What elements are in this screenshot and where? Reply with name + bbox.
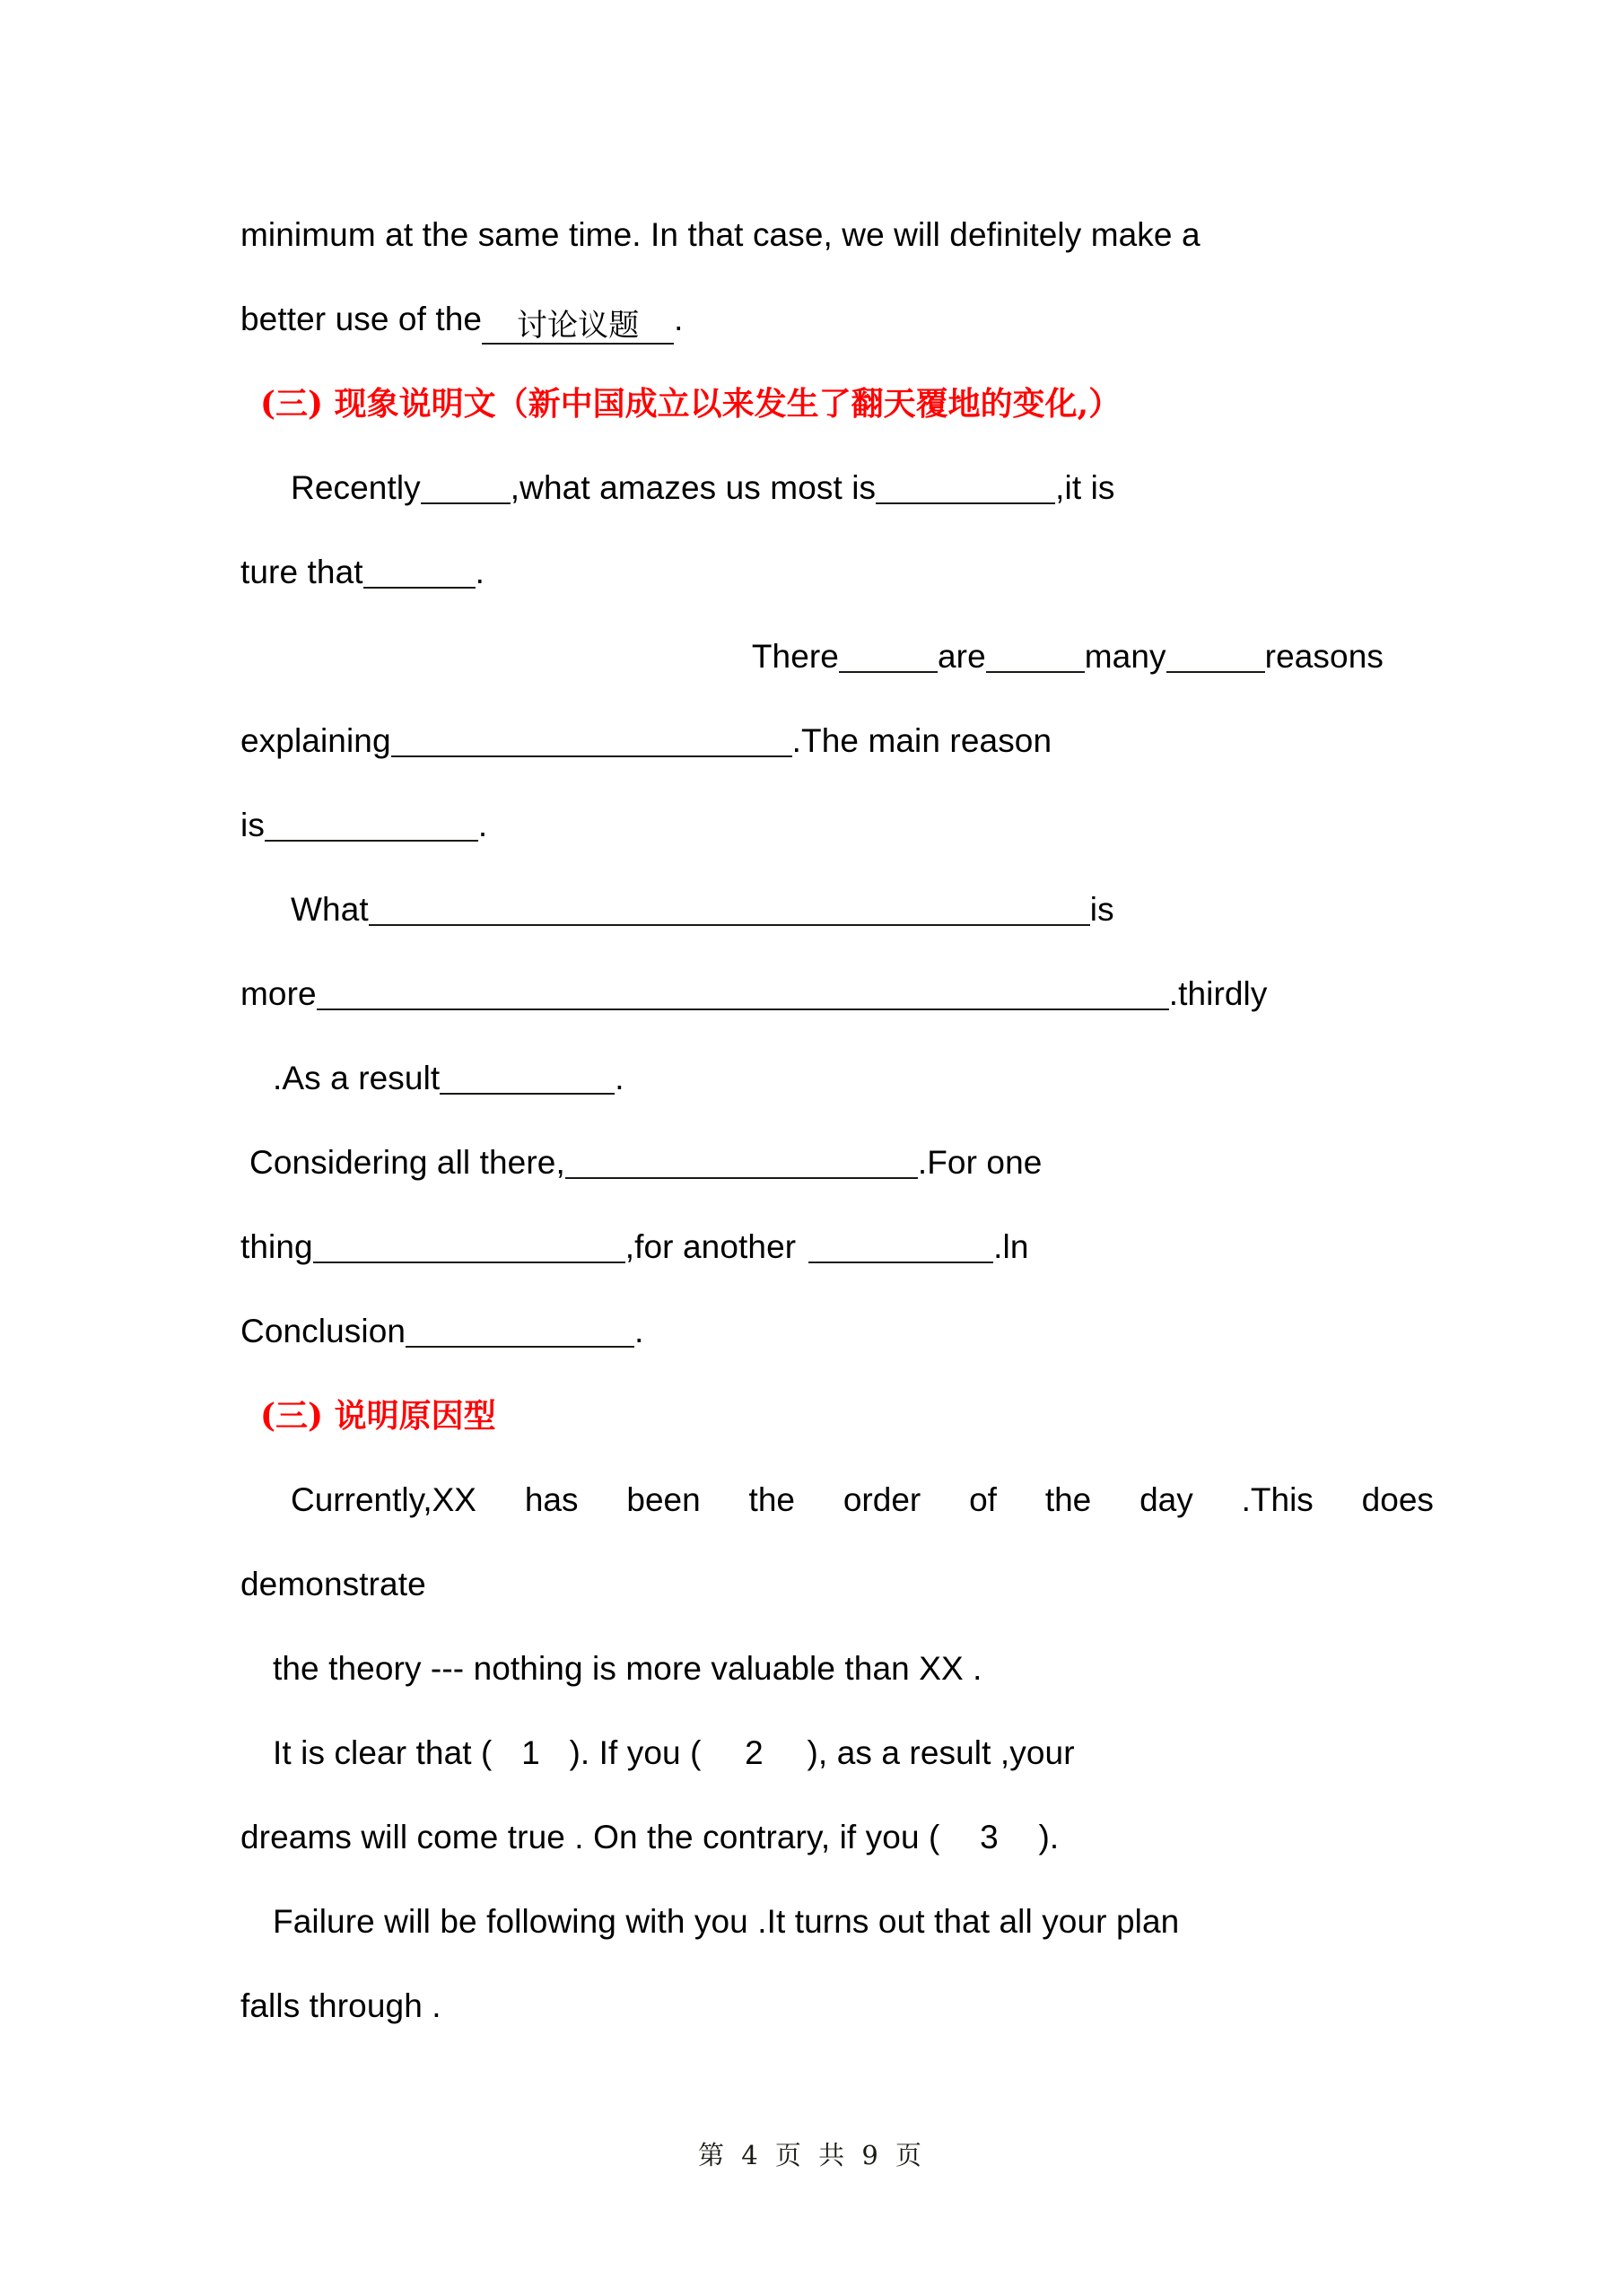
paragraph-tail-line-2 [240,277,1384,362]
phenomenon-l4-b: .The main reason [791,722,1052,759]
phenomenon-l9-a: Considering all there, [249,1144,565,1181]
blank-are[interactable] [986,644,1085,673]
cause-p3-b: ). If you ( [569,1734,702,1771]
cause-w1: Currently,XX [291,1481,476,1518]
cause-w8: day [1139,1481,1193,1518]
blank-there[interactable] [839,644,938,673]
phenomenon-l1-b: ,what amazes us most is [510,469,877,506]
cause-line-2 [240,1542,1384,1627]
blank-for-another[interactable] [808,1235,993,1263]
phenomenon-l11-b: . [634,1313,644,1349]
phenomenon-l3-b: are [937,638,986,675]
blank-as-a-result[interactable] [440,1066,615,1095]
phenomenon-l2-b: . [475,554,485,590]
paragraph-tail-text-1: minimum at the same time. In that case, we will definitely make a [240,216,1201,253]
cause-w10: does [1361,1481,1434,1518]
phenomenon-l8-a: .As a result [273,1060,441,1096]
phenomenon-l7-b: .thirdly [1168,975,1268,1012]
filled-blank-discussion-topic[interactable]: 讨论议题 [482,310,674,345]
cause-p3-line2-a: dreams will come true . On the contrary, if you ( [240,1819,940,1855]
cause-line-3 [240,1627,1384,1711]
phenomenon-line-8 [240,1036,1384,1121]
phenomenon-line-6 [240,868,1384,952]
cause-p3-c: ), as a result ,your [807,1734,1075,1771]
section-heading-cause-label: (三) 说明原因型 [260,1397,496,1435]
paragraph-tail-period: . [674,301,684,337]
phenomenon-line-10 [240,1205,1384,1289]
paragraph-tail-line-1 [240,193,1384,277]
page-number-label: 第 4 页 共 9 页 [698,2140,926,2170]
phenomenon-l1-c: ,it is [1055,469,1115,506]
phenomenon-l5-b: . [477,807,488,843]
cause-w9: .This [1241,1481,1314,1518]
phenomenon-line-7 [240,952,1384,1036]
phenomenon-l4-a: explaining [240,722,391,759]
cause-line-5 [240,1795,1384,1880]
phenomenon-l5-a: is [240,807,265,843]
cause-w3: been [626,1481,701,1518]
blank-is-main-reason[interactable] [265,813,478,842]
phenomenon-l7-a: more [240,975,317,1012]
phenomenon-l8-b: . [615,1060,624,1096]
page-content [240,193,1434,2048]
blank-explaining[interactable] [391,729,792,757]
blank-what[interactable] [369,897,1090,926]
blank-considering[interactable] [565,1150,918,1179]
cause-w7: the [1044,1481,1092,1518]
cause-p4-line2: falls through . [240,1987,441,2024]
cause-blank-number-1[interactable]: 1 [521,1734,540,1771]
page-footer [0,2135,1624,2172]
phenomenon-l6-a: What [291,891,369,928]
blank-recently[interactable] [421,476,511,504]
phenomenon-l9-b: .For one [917,1144,1043,1181]
phenomenon-l3-d: reasons [1264,638,1384,675]
cause-line-1 [240,1458,1434,1542]
cause-w2: has [524,1481,579,1518]
cause-p3-line2-b: ). [1038,1819,1060,1855]
blank-more[interactable] [317,982,1169,1010]
phenomenon-line-3 [240,615,1384,699]
blank-ture-that[interactable] [363,560,476,589]
phenomenon-line-11 [240,1289,1384,1374]
phenomenon-l10-b: ,for another [624,1228,797,1265]
cause-blank-number-3[interactable]: 3 [980,1819,999,1855]
phenomenon-l10-a: thing [240,1228,313,1265]
section-heading-phenomenon [240,362,1384,446]
phenomenon-l10-c: .ln [993,1228,1029,1265]
blank-many[interactable] [1166,644,1265,673]
phenomenon-line-5 [240,783,1384,868]
cause-p3-a: It is clear that ( [273,1734,493,1771]
phenomenon-l1-a: Recently [291,469,421,506]
section-heading-cause [240,1374,1384,1458]
cause-w5: order [843,1481,921,1518]
phenomenon-l3-a: There [751,638,839,675]
blank-for-one-thing[interactable] [313,1235,625,1263]
cause-line-7 [240,1964,1384,2048]
phenomenon-l3-c: many [1084,638,1166,675]
cause-blank-number-2[interactable]: 2 [745,1734,764,1771]
section-heading-phenomenon-label: (三) 现象说明文（新中国成立以来发生了翻天覆地的变化,） [260,385,1122,423]
cause-p4-line1: Failure will be following with you .It turns out that all your plan [273,1903,1180,1940]
phenomenon-line-1 [240,446,1384,530]
cause-w6: of [969,1481,997,1518]
cause-line-4 [240,1711,1384,1795]
phenomenon-line-9 [240,1121,1384,1205]
phenomenon-l11-a: Conclusion [240,1313,406,1349]
blank-conclusion[interactable] [406,1319,634,1348]
cause-w4: the [748,1481,795,1518]
phenomenon-l6-b: is [1089,891,1114,928]
cause-demonstrate: demonstrate [240,1566,426,1602]
cause-theory-text: the theory --- nothing is more valuable than XX . [273,1650,982,1687]
phenomenon-line-2 [240,530,1384,615]
phenomenon-line-4 [240,699,1384,783]
paragraph-tail-text-2: better use of the [240,301,483,337]
cause-line-6 [240,1880,1384,1964]
blank-amazes[interactable] [876,476,1055,504]
phenomenon-l2-a: ture that [240,554,363,590]
